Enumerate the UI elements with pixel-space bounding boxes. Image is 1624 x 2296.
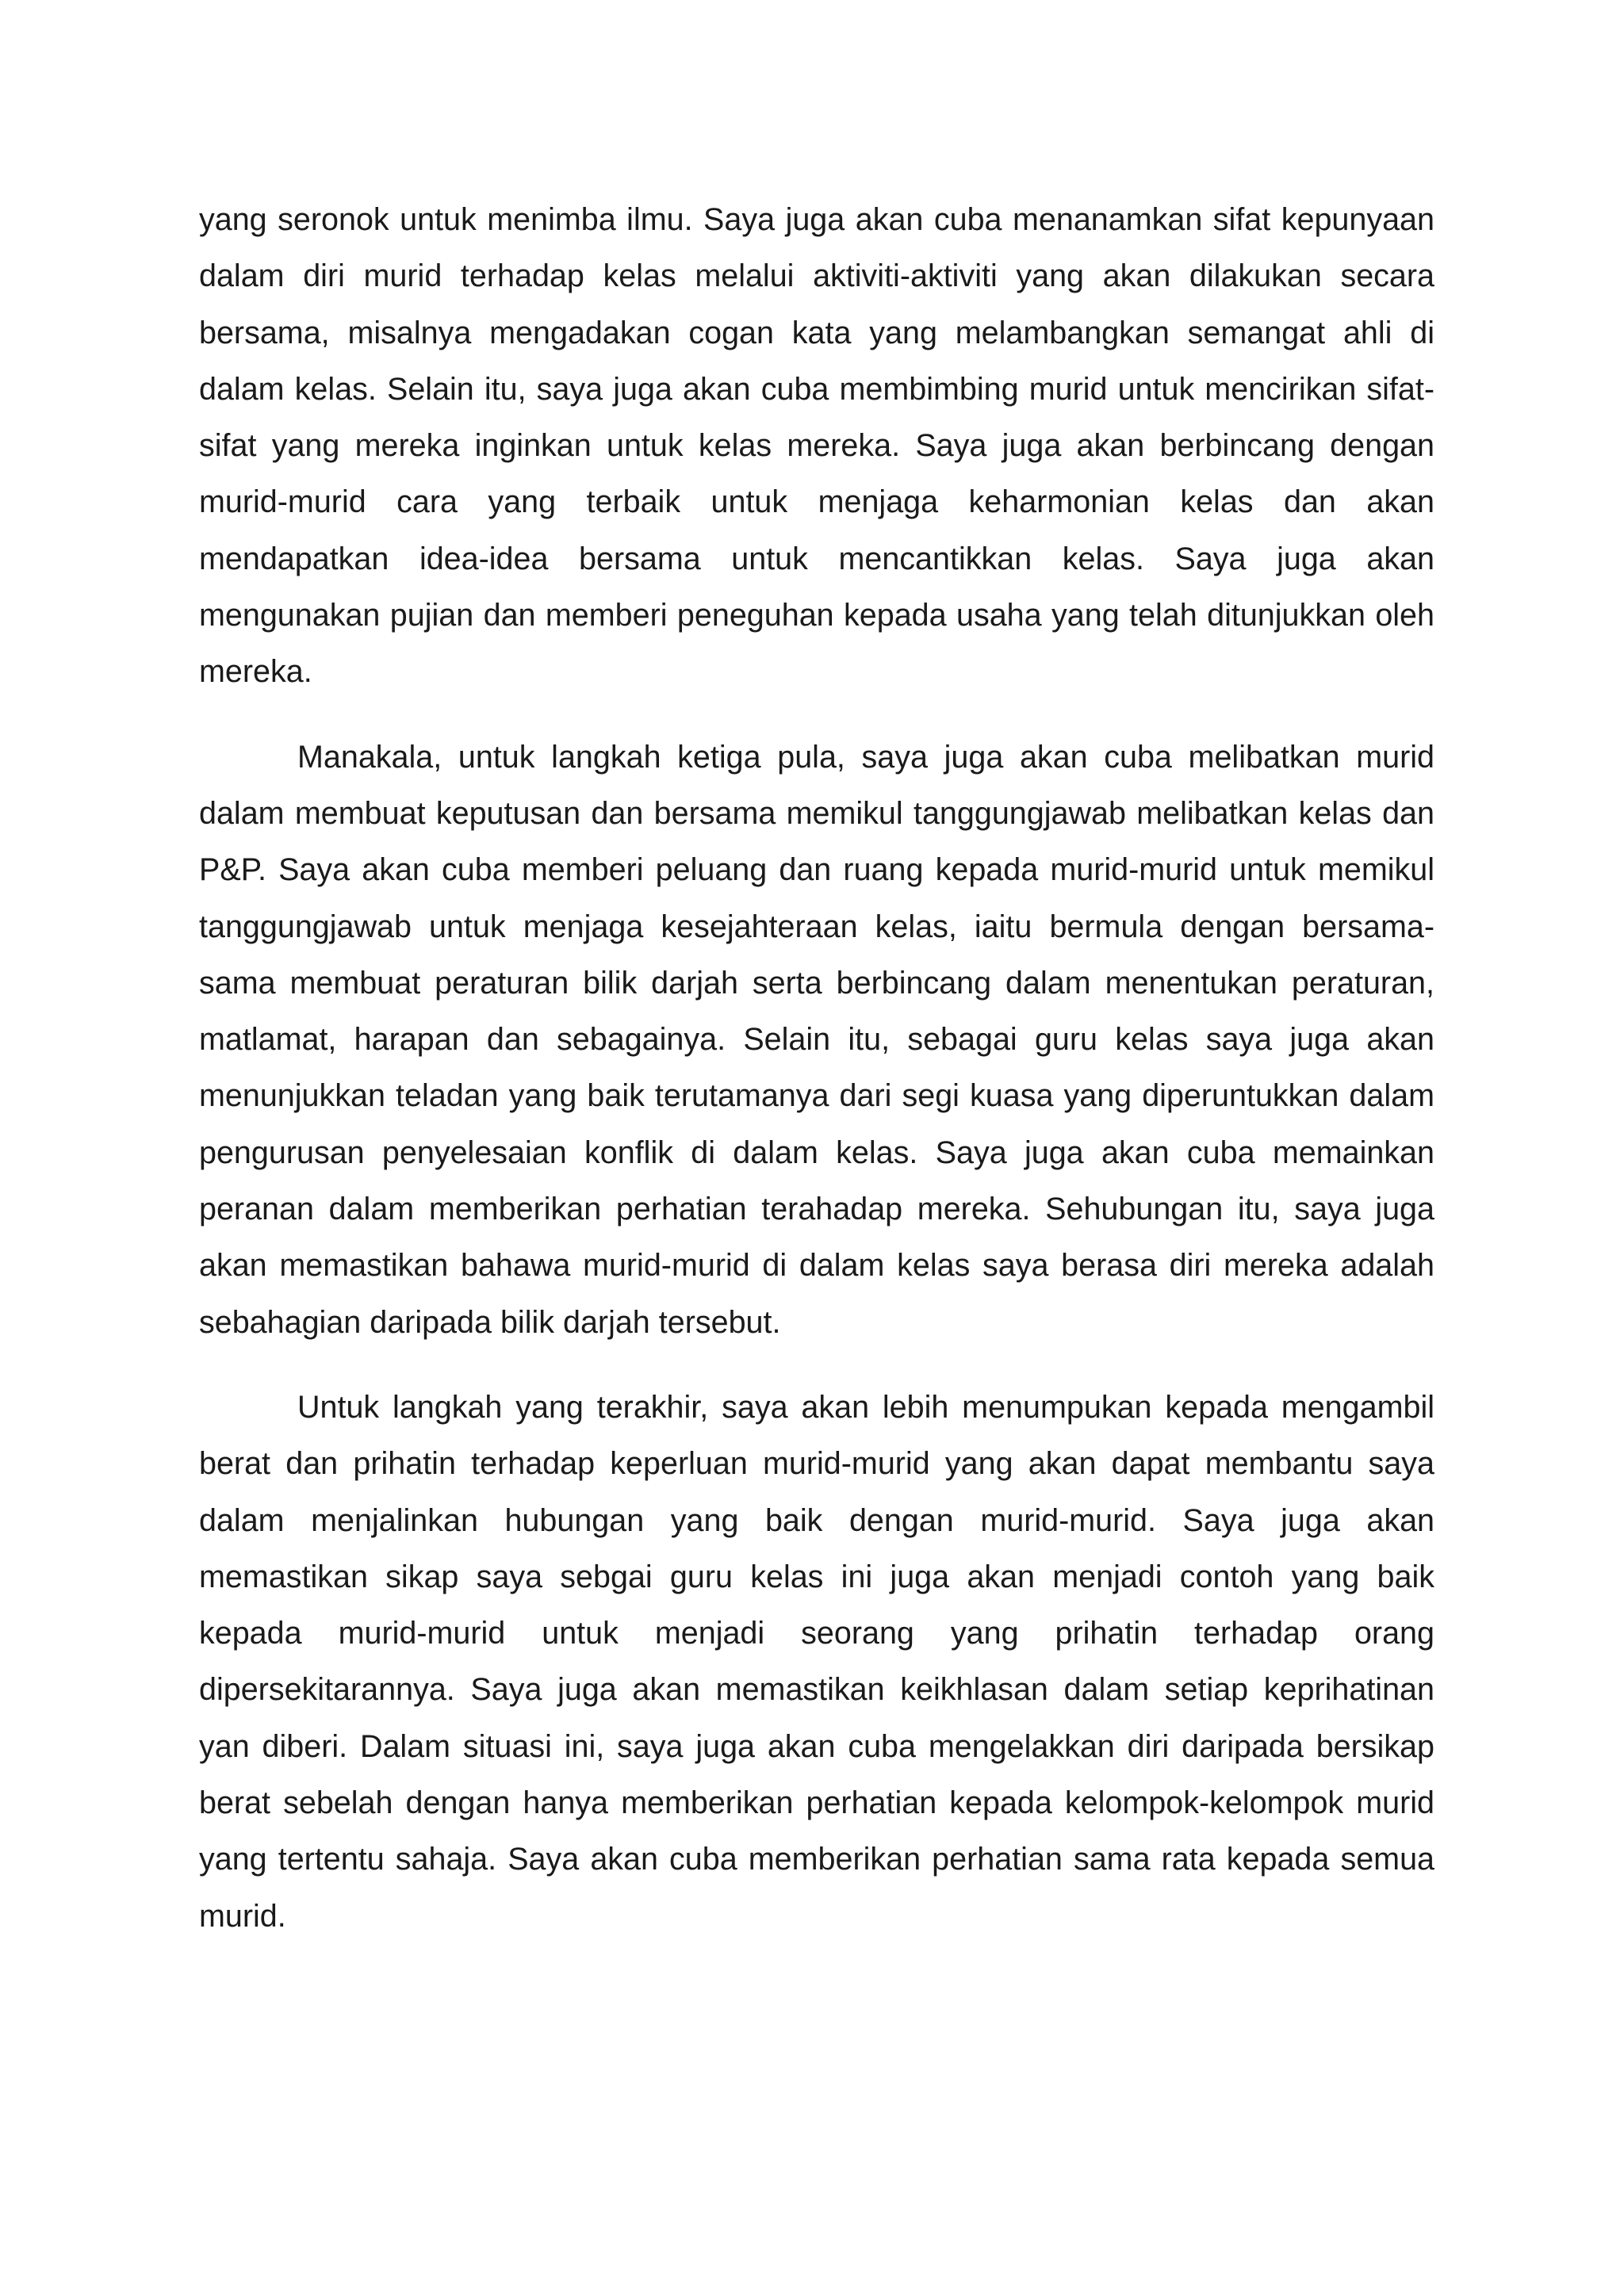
paragraph-3: Untuk langkah yang terakhir, saya akan lebih menumpukan kepada mengambil berat dan prihatin terhadap keperluan murid-murid yang akan dapat membantu saya dalam menjalinkan hubungan yang baik dengan murid-murid. Saya juga akan memastikan sikap saya sebgai guru kelas ini juga akan menjadi contoh yang baik kepada murid-murid untuk menjadi seorang yang prihatin terhadap orang dipersekitarannya. Saya juga akan memastikan keikhlasan dalam setiap keprihatinan yan diberi. Dalam situasi ini, saya juga akan cuba mengelakkan diri daripada bersikap berat sebelah dengan hanya memberikan perhatian kepada kelompok-kelompok murid yang tertentu sahaja. Saya akan cuba memberikan perhatian sama rata kepada semua murid.	[199, 1389, 1434, 1934]
paragraph-1: yang seronok untuk menimba ilmu. Saya juga akan cuba menanamkan sifat kepunyaan dalam diri murid terhadap kelas melalui aktiviti-aktiviti yang akan dilakukan secara bersama, misalnya mengadakan cogan kata yang melambangkan semangat ahli di dalam kelas. Selain itu, saya juga akan cuba membimbing murid untuk mencirikan sifat-sifat yang mereka inginkan untuk kelas mereka. Saya juga akan berbincang dengan murid-murid cara yang terbaik untuk menjaga keharmonian kelas dan akan mendapatkan idea-idea bersama untuk mencantikkan kelas. Saya juga akan mengunakan pujian dan memberi peneguhan kepada usaha yang telah ditunjukkan oleh mereka.	[199, 202, 1434, 690]
document-body	[199, 192, 1434, 1945]
paragraph-2: Manakala, untuk langkah ketiga pula, saya juga akan cuba melibatkan murid dalam membuat keputusan dan bersama memikul tanggungjawab melibatkan kelas dan P&P. Saya akan cuba memberi peluang dan ruang kepada murid-murid untuk memikul tanggungjawab untuk menjaga kesejahteraan kelas, iaitu bermula dengan bersama-sama membuat peraturan bilik darjah serta berbincang dalam menentukan peraturan, matlamat, harapan dan sebagainya. Selain itu, sebagai guru kelas saya juga akan menunjukkan teladan yang baik terutamanya dari segi kuasa yang diperuntukkan dalam pengurusan penyelesaian konflik di dalam kelas. Saya juga akan cuba memainkan peranan dalam memberikan perhatian terahadap mereka. Sehubungan itu, saya juga akan memastikan bahawa murid-murid di dalam kelas saya berasa diri mereka adalah sebahagian daripada bilik darjah tersebut.	[199, 739, 1434, 1340]
